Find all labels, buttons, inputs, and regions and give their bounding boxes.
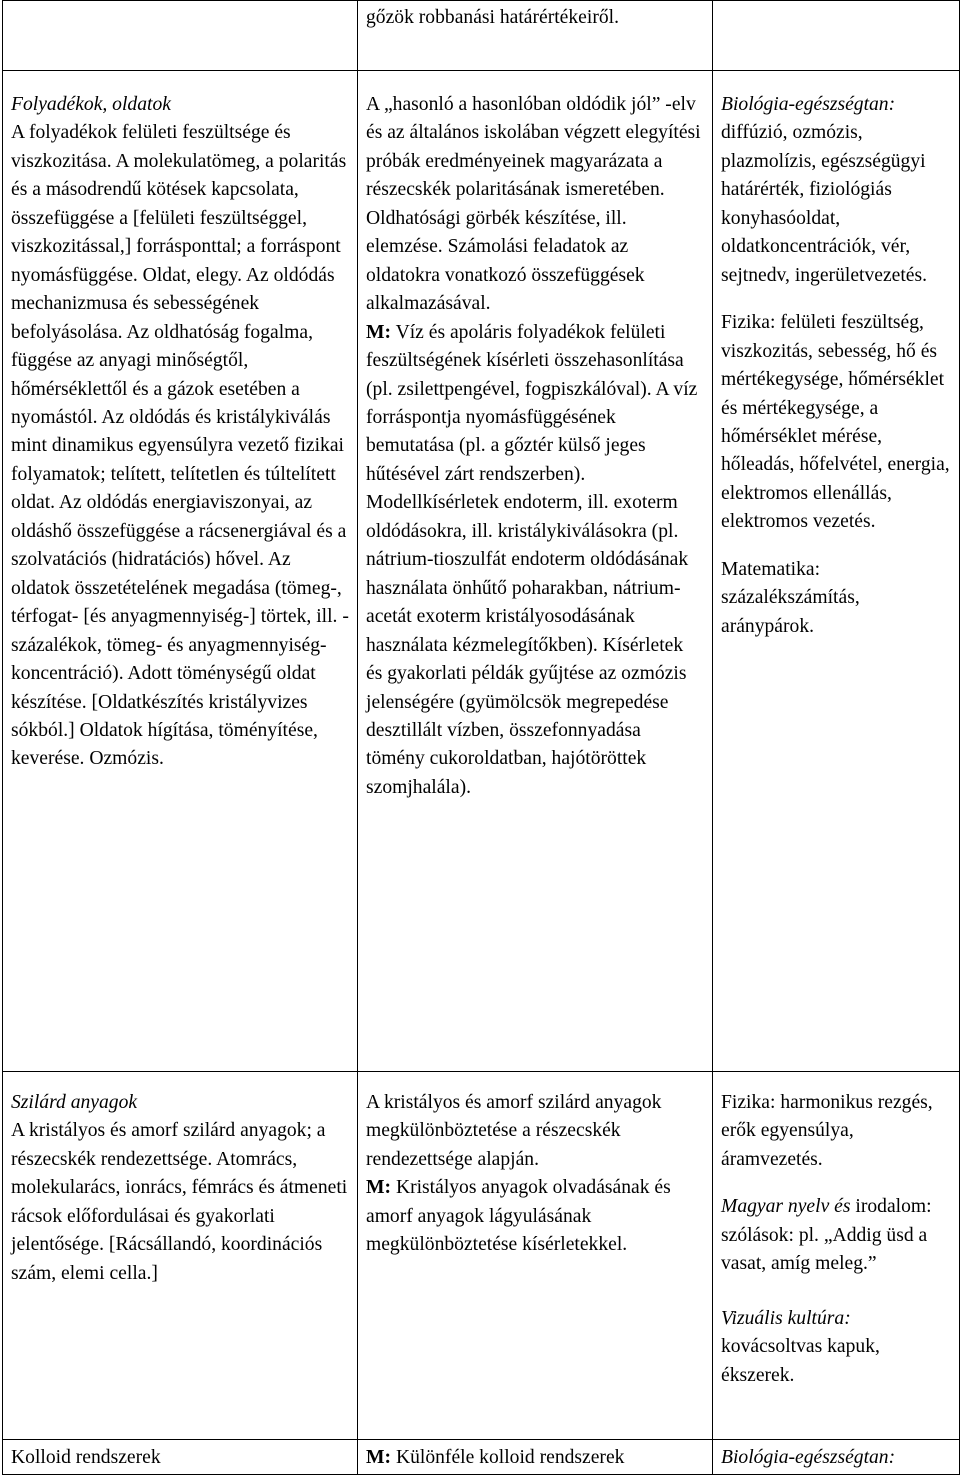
table-cell <box>713 71 960 1072</box>
link-text: diffúzió, ozmózis, plazmolízis, egészségügyi határérték, fiziológiás konyhasóoldat, oldatkoncentrációk, vér, sejtnedv, ingerületvezetés. <box>721 122 928 286</box>
experiment-text <box>366 1174 704 1259</box>
link-text: irodalom: szólások: pl. „Addig üsd a vasat, amíg meleg.” <box>721 1196 932 1275</box>
table-row <box>3 1 960 71</box>
link-visual-culture <box>721 1305 951 1390</box>
section-title: Folyadékok, oldatok <box>11 94 171 115</box>
experiment-body: Különféle kolloid rendszerek <box>395 1447 625 1468</box>
table-cell <box>358 1 713 71</box>
continuation-text: gőzök robbanási határértékeiről. <box>366 7 619 28</box>
table-row <box>3 1072 960 1440</box>
link-label: Magyar nyelv és <box>721 1196 851 1218</box>
table-cell <box>713 1440 960 1475</box>
activity-text: A „hasonló a hasonlóban oldódik jól” -elv és az általános iskolában végzett elegyítési próbák eredményeinek magyarázata a részecskék polaritásának ismeretében. Oldhatósági görbék készítése, ill. elemzése. Számolási feladatok az oldatokra vonatkozó összefüggések alkalmazásával. <box>366 94 701 315</box>
link-text: kovácsoltvas kapuk, ékszerek. <box>721 1336 880 1386</box>
table-cell <box>3 1440 358 1475</box>
section-title: Szilárd anyagok <box>11 1092 138 1113</box>
experiment-text <box>366 1444 704 1472</box>
table-cell <box>3 1 358 71</box>
table-cell <box>3 1072 358 1440</box>
link-biology <box>721 91 951 290</box>
m-label: M: <box>366 321 392 343</box>
experiment-body: Víz és apoláris folyadékok felületi feszültségének kísérleti összehasonlítása (pl. zsilettpengével, fogpiszkálóval). A víz forráspontja nyomásfüggésének bemutatása (pl. a gőztér külső jeges hűtésével zárt rendszerben). Modellkísérletek endoterm, ill. exoterm oldódásokra, ill. kristálykiválásokra (pl. nátrium-tioszulfát endoterm oldódásának használata önhűtő poharakban, nátrium-acetát exoterm kristályosodásának használata kézmelegítőkben). Kísérletek és gyakorlati példák gyűjtése az ozmózis jelenségére (gyümölcsök megrepedése desztillált vízben, összefonnyadása tömény cukoroldatban, hajótöröttek szomjhalála). <box>366 321 698 798</box>
m-label: M: <box>366 1447 392 1468</box>
experiment-body: Kristályos anyagok olvadásának és amorf anyagok lágyulásának megkülönböztetése kísérletekkel. <box>366 1177 671 1256</box>
table-row <box>3 71 960 1072</box>
table-cell <box>358 1072 713 1440</box>
curriculum-table <box>2 0 960 1475</box>
section-title: Kolloid rendszerek <box>11 1447 161 1468</box>
link-physics: Fizika: harmonikus rezgés, erők egyensúlya, áramvezetés. <box>721 1092 933 1170</box>
topic-text: A kristályos és amorf szilárd anyagok; a részecskék rendezettsége. Atomrács, molekularács, ionrács, fémrács és átmeneti rácsok előfordulásai és gyakorlati jelentősége. [Rácsállandó, koordinációs szám, elemi cella.] <box>11 1120 348 1284</box>
link-label: Biológia-egészségtan: <box>721 94 896 115</box>
activity-text: A kristályos és amorf szilárd anyagok megkülönböztetése a részecskék rendezettsége alapján. <box>366 1092 662 1170</box>
table-cell <box>713 1072 960 1440</box>
link-label: Biológia-egészségtan: <box>721 1447 896 1468</box>
link-label: Vizuális kultúra: <box>721 1307 851 1329</box>
table-cell <box>713 1 960 71</box>
experiment-text <box>366 319 704 803</box>
link-literature <box>721 1193 951 1278</box>
link-physics: Fizika: felületi feszültség, viszkozitás, sebesség, hő és mértékegysége, hőmérséklet és mértékegysége, a hőmérséklet mérése, hőleadás, hőfelvétel, energia, elektromos ellenállás, elektromos vezetés. <box>721 312 950 533</box>
table-cell <box>358 1440 713 1475</box>
table-cell <box>358 71 713 1072</box>
m-label: M: <box>366 1177 392 1199</box>
table-row <box>3 1440 960 1475</box>
topic-text: A folyadékok felületi feszültsége és viszkozitása. A molekulatömeg, a polaritás és a másodrendű kötések kapcsolata, összefüggése a [felületi feszültséggel, viszkozitással,] forrásponttal; a forráspont nyomásfüggése. Oldat, elegy. Az oldódás mechanizmusa és sebességének befolyásolása. Az oldhatóság fogalma, függése az anyagi minőségtől, hőmérséklettől és a gázok esetében a nyomástól. Az oldódás és kristálykiválás mint dinamikus egyensúlyra vezető fizikai folyamatok; telített, telítetlen és túltelített oldat. Az oldódás energiaviszonyai, az oldáshő összefüggése a rácsenergiával és a szolvatációs (hidratációs) hővel. Az oldatok összetételének megadása (tömeg-, térfogat- [és anyagmennyiség-] törtek, ill. -százalékok, tömeg- és anyagmennyiség-koncentráció). Adott töménységű oldat készítése. [Oldatkészítés kristályvizes sókból.] Oldatok hígítása, töményítése, keverése. Ozmózis. <box>11 122 349 770</box>
table-cell <box>3 71 358 1072</box>
link-math: Matematika: százalékszámítás, aránypárok. <box>721 558 860 637</box>
